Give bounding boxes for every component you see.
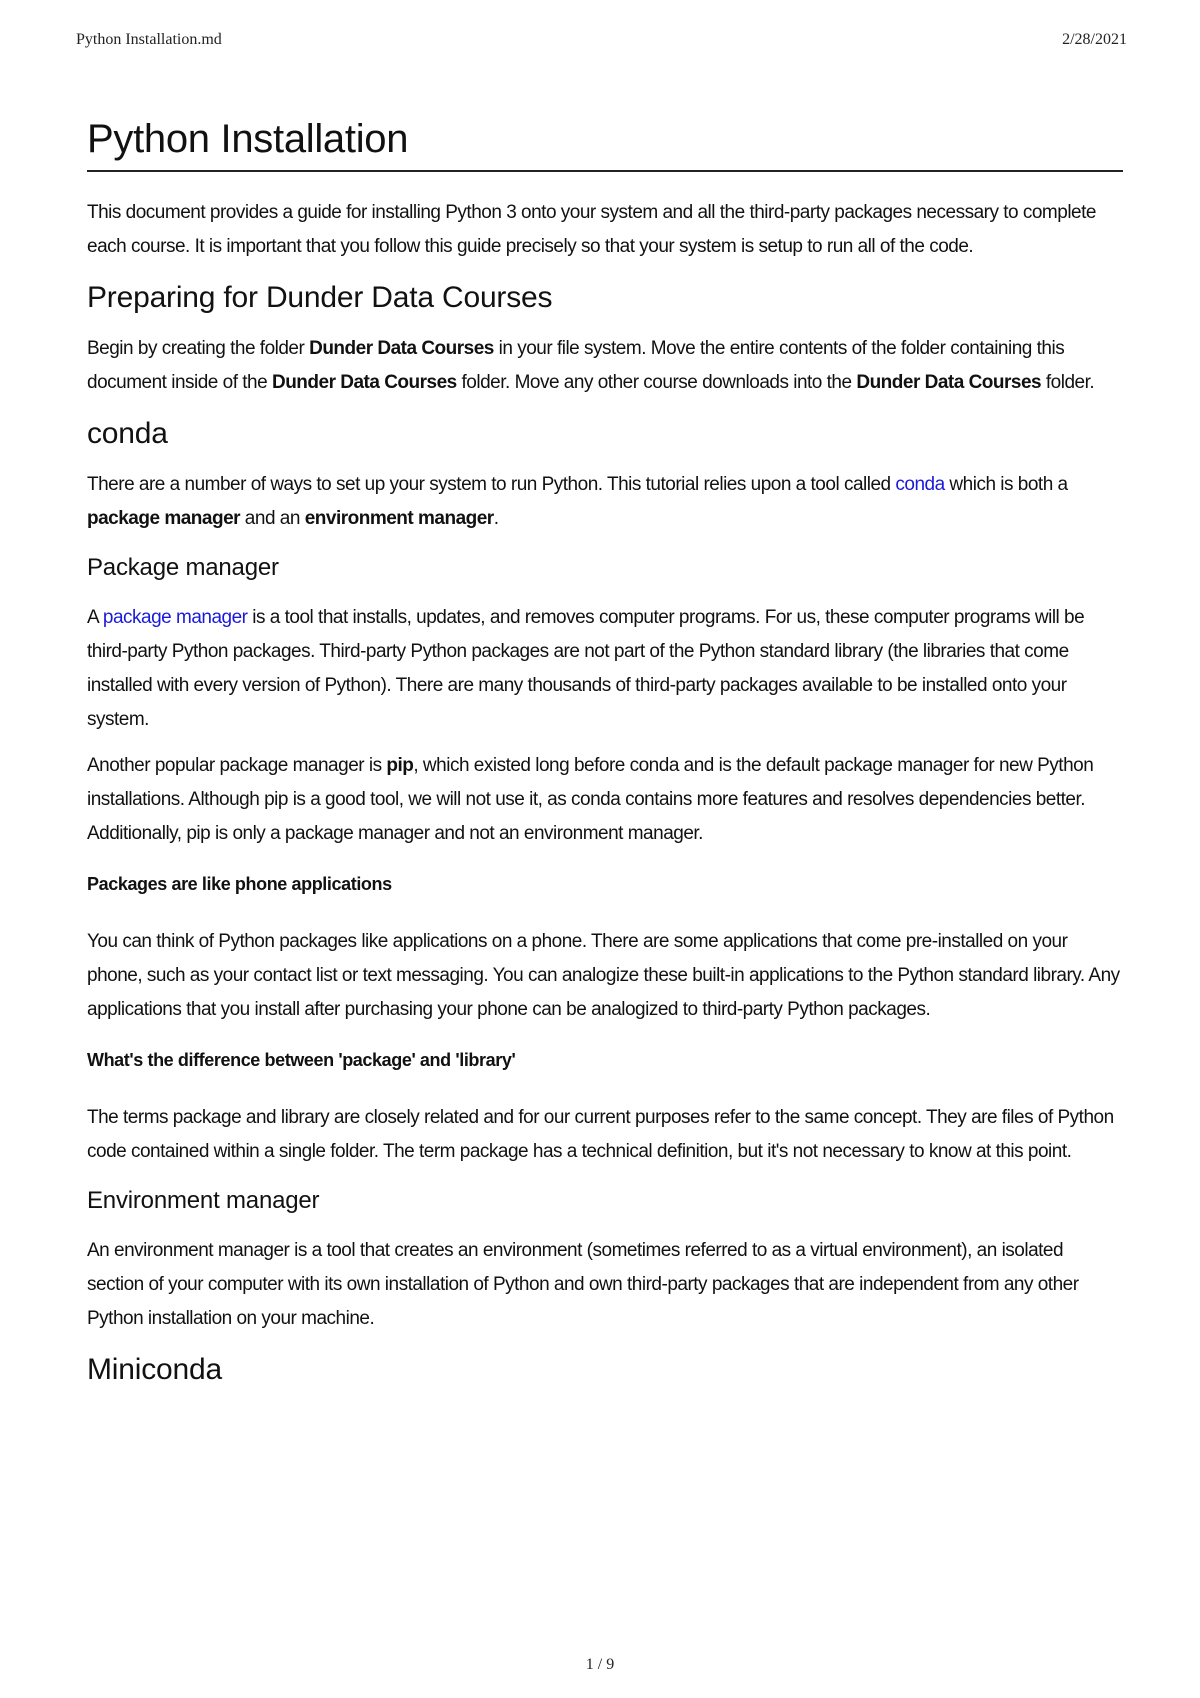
pm-text-2: is a tool that installs, updates, and removes computer programs. For us, these computer programs will be third-party Python packages. Third-party Python packages are not part of the Python standard library (the libraries that come installed with every version of Python). There are many thousands of third-party packages available to be installed onto your system. (87, 607, 1085, 730)
conda-text-1: There are a number of ways to set up your system to run Python. This tutorial relies upon a tool called (87, 474, 896, 495)
preparing-bold-2: Dunder Data Courses (271, 372, 457, 393)
page-title: Python Installation (87, 112, 1123, 172)
package-manager-paragraph-1 (87, 601, 1123, 737)
preparing-text-4: folder. (1041, 372, 1095, 393)
heading-preparing: Preparing for Dunder Data Courses (87, 281, 553, 314)
header-date: 2/28/2021 (1062, 31, 1127, 48)
conda-paragraph (87, 468, 1123, 536)
preparing-bold-1: Dunder Data Courses (309, 338, 494, 359)
heading-environment-manager: Environment manager (87, 1187, 320, 1214)
pm2-text-1: Another popular package manager is (87, 755, 387, 776)
heading-difference: What's the difference between 'package' and 'library' (87, 1050, 516, 1070)
conda-text-2: which is both a (944, 474, 1068, 495)
package-manager-paragraph-2 (87, 749, 1123, 851)
environment-manager-paragraph: An environment manager is a tool that creates an environment (sometimes referred to as a virtual environment), an isolated section of your computer with its own installation of Python and own third-party packages that are independent from any other Python installation on your machine. (87, 1240, 1079, 1329)
heading-phone-apps: Packages are like phone applications (87, 874, 392, 894)
preparing-bold-3: Dunder Data Courses (856, 372, 1042, 393)
heading-miniconda: Miniconda (87, 1353, 222, 1386)
preparing-paragraph (87, 332, 1123, 400)
difference-paragraph: The terms package and library are closely related and for our current purposes refer to the same concept. They are files of Python code contained within a single folder. The term package has a technical definition, but it's not necessary to know at this point. (87, 1107, 1114, 1162)
phone-apps-paragraph: You can think of Python packages like applications on a phone. There are some applications that come pre-installed on your phone, such as your contact list or text messaging. You can analogize these built-in applications to the Python standard library. Any applications that you install after purchasing your phone can be analogized to third-party Python packages. (87, 931, 1120, 1020)
print-header (76, 31, 1127, 49)
heading-package-manager: Package manager (87, 554, 279, 581)
conda-text-4: . (493, 508, 499, 529)
conda-bold-2: environment manager (304, 508, 494, 529)
conda-link[interactable]: conda (895, 474, 945, 495)
intro-paragraph: This document provides a guide for installing Python 3 onto your system and all the third-party packages necessary to complete each course. It is important that you follow this guide precisely so that your system is setup to run all of the code. (87, 202, 1096, 257)
pm-text-1: A (87, 607, 103, 628)
document-content (87, 112, 1123, 1390)
preparing-text-1: Begin by creating the folder (87, 338, 310, 359)
pm2-bold-pip: pip (386, 755, 414, 776)
package-manager-link[interactable]: package manager (102, 607, 248, 628)
conda-text-3: and an (240, 508, 305, 529)
pm2-text-2: , which existed long before conda and is the default package manager for new Python installations. Although pip is a good tool, we will not use it, as conda contains more features and resolves dependencies better. Additionally, pip is only a package manager and not an environment manager. (87, 755, 1094, 844)
heading-conda: conda (87, 417, 168, 450)
conda-bold-1: package manager (87, 508, 241, 529)
preparing-text-3: folder. Move any other course downloads into the (456, 372, 857, 393)
page-number: 1 / 9 (585, 1656, 615, 1673)
header-filename: Python Installation.md (76, 31, 222, 48)
preparing-text-2: in your file system. Move the entire contents of the folder containing this document inside of the (87, 338, 1065, 393)
